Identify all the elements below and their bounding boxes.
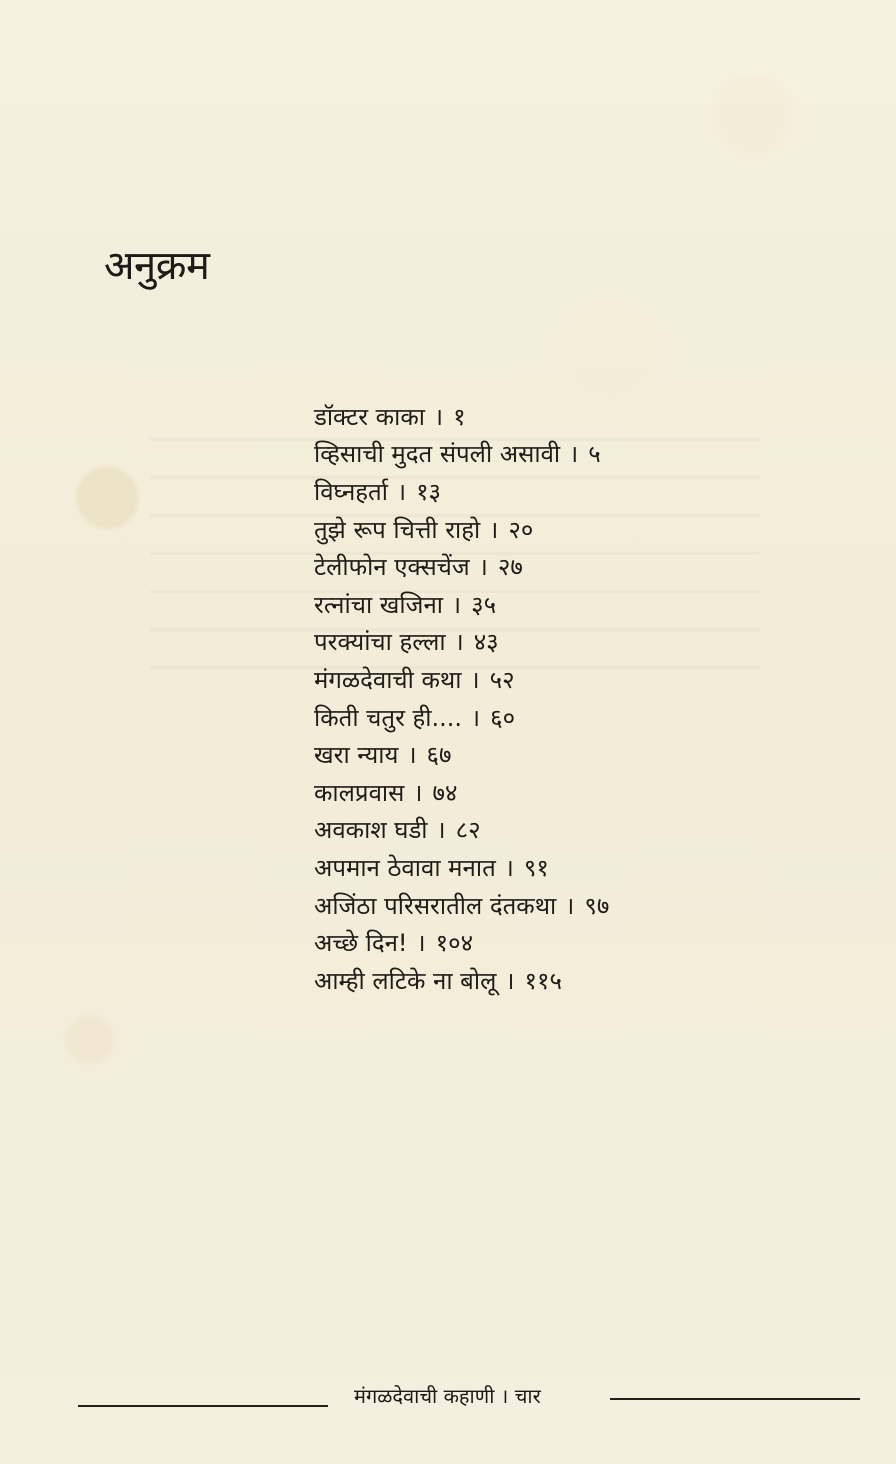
toc-entry	[314, 887, 834, 925]
running-footer	[354, 1386, 541, 1406]
footer-book-title: मंगळदेवाची कहाणी	[354, 1384, 495, 1408]
toc-separator: ।	[454, 628, 464, 657]
toc-separator: ।	[433, 402, 444, 431]
toc-separator: ।	[413, 778, 423, 807]
toc-entry-title: रत्नांचा खजिना	[314, 590, 443, 619]
toc-entry	[314, 924, 834, 962]
toc-entry	[314, 511, 834, 549]
toc-separator: ।	[416, 929, 426, 958]
toc-entry	[314, 398, 834, 436]
toc-entry-page: ७४	[432, 778, 458, 807]
toc-entry-title: व्हिसाची मुदत संपली असावी	[314, 440, 561, 469]
toc-separator: ।	[470, 665, 480, 694]
toc-entry-page: १०४	[435, 929, 474, 958]
toc-entry-page: ९१	[523, 853, 549, 882]
toc-separator: ।	[396, 477, 407, 506]
toc-entry-page: ८२	[455, 816, 481, 845]
footer-separator: ।	[500, 1384, 509, 1408]
toc-entry	[314, 962, 834, 1000]
toc-entry-title: आम्ही लटिके ना बोलू	[314, 966, 497, 995]
toc-entry-title: मंगळदेवाची कथा	[314, 665, 462, 694]
toc-separator: ।	[489, 515, 499, 544]
toc-separator: ।	[478, 553, 488, 582]
toc-separator: ।	[565, 891, 575, 920]
toc-entry-title: विघ्नहर्ता	[314, 477, 388, 506]
toc-entry	[314, 661, 834, 699]
toc-entry	[314, 473, 834, 511]
toc-entry-page: ११५	[524, 966, 562, 995]
toc-entry-page: ४३	[473, 628, 499, 657]
toc-entry	[314, 624, 834, 662]
toc-entry-page: ९७	[584, 891, 610, 920]
toc-entry-page: १३	[416, 477, 442, 506]
toc-separator: ।	[504, 853, 514, 882]
toc-entry-title: डॉक्टर काका	[314, 402, 425, 431]
toc-entry-title: टेलीफोन एक्सचेंज	[314, 553, 470, 582]
toc-separator: ।	[436, 816, 446, 845]
toc-entry-page: ५२	[489, 665, 515, 694]
toc-entry-page: १	[453, 402, 466, 431]
toc-entry	[314, 586, 834, 624]
toc-entry-title: अजिंठा परिसरातील दंतकथा	[314, 891, 557, 920]
toc-entry	[314, 849, 834, 887]
toc-entry-title: तुझे रूप चित्ती राहो	[314, 515, 481, 544]
toc-entry-page: ६०	[490, 703, 516, 732]
toc-entry-page: ३५	[471, 590, 497, 619]
toc-entry-title: अच्छे दिन!	[314, 929, 408, 958]
toc-entry-title: किती चतुर ही....	[314, 703, 463, 732]
toc-entry-page: ५	[588, 440, 601, 469]
toc-entry-title: कालप्रवास	[314, 778, 405, 807]
table-of-contents	[314, 398, 834, 1000]
toc-entry	[314, 699, 834, 737]
footer-rule-left	[78, 1405, 328, 1407]
toc-separator: ।	[407, 741, 417, 770]
toc-entry-page: २०	[508, 515, 534, 544]
toc-separator: ।	[471, 703, 481, 732]
toc-entry-page: २७	[497, 553, 523, 582]
toc-entry-title: अवकाश घडी	[314, 816, 428, 845]
toc-separator: ।	[505, 966, 515, 995]
toc-separator: ।	[452, 590, 462, 619]
toc-separator: ।	[569, 440, 579, 469]
page-title: अनुक्रम	[104, 243, 210, 289]
toc-entry-title: खरा न्याय	[314, 741, 399, 770]
toc-entry	[314, 774, 834, 812]
toc-entry	[314, 736, 834, 774]
footer-page-label: चार	[514, 1384, 541, 1408]
toc-entry	[314, 548, 834, 586]
footer-rule-right	[610, 1398, 860, 1400]
toc-entry-title: परक्यांचा हल्ला	[314, 628, 446, 657]
toc-entry-page: ६७	[426, 741, 452, 770]
toc-entry	[314, 436, 834, 474]
toc-entry-title: अपमान ठेवावा मनात	[314, 853, 496, 882]
toc-entry	[314, 812, 834, 850]
